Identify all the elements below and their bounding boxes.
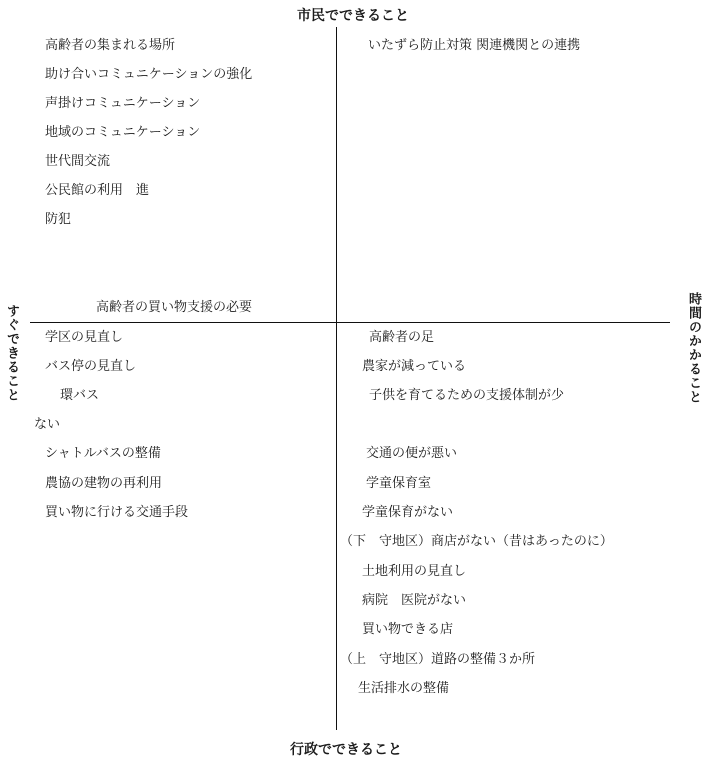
axis-label-top: 市民でできること bbox=[297, 8, 409, 24]
quadrant-bottom-right-item: 土地利用の見直し bbox=[362, 564, 467, 579]
axis-label-bottom: 行政でできること bbox=[290, 742, 402, 758]
quadrant-top-left-item: 声掛けコミュニケーション bbox=[45, 96, 201, 111]
vertical-axis bbox=[336, 27, 337, 730]
quadrant-bottom-right-item: 農家が減っている bbox=[362, 359, 467, 374]
quadrant-top-left-item: 公民館の利用 進 bbox=[45, 183, 150, 198]
quadrant-bottom-right-item: （上 守地区）道路の整備３か所 bbox=[340, 652, 536, 667]
quadrant-bottom-left-item: バス停の見直し bbox=[45, 359, 137, 374]
quadrant-bottom-right-item: 病院 医院がない bbox=[362, 593, 467, 608]
axis-label-right: 時間のかかること bbox=[686, 292, 701, 404]
quadrant-top-left-item: 地域のコミュニケーション bbox=[45, 125, 201, 140]
quadrant-bottom-right-item: 交通の便が悪い bbox=[366, 446, 458, 461]
quadrant-bottom-right-item: 買い物できる店 bbox=[362, 622, 454, 637]
quadrant-bottom-left-item: 農協の建物の再利用 bbox=[45, 476, 163, 491]
quadrant-bottom-left-item: ない bbox=[34, 417, 61, 432]
quadrant-top-left-item: 世代間交流 bbox=[45, 154, 111, 169]
axis-label-left: すぐできること bbox=[4, 304, 19, 402]
quadrant-bottom-left-item: 買い物に行ける交通手段 bbox=[45, 505, 189, 520]
quadrant-bottom-right-item: 学童保育がない bbox=[362, 505, 454, 520]
horizontal-axis bbox=[30, 322, 670, 323]
quadrant-bottom-left-item: 学区の見直し bbox=[45, 330, 124, 345]
quadrant-top-left-item: 高齢者の買い物支援の必要 bbox=[96, 300, 253, 315]
quadrant-bottom-left-item: シャトルバスの整備 bbox=[45, 446, 161, 461]
quadrant-top-left-item: 助け合いコミュニケーションの強化 bbox=[45, 67, 253, 82]
quadrant-bottom-left-item: 環バス bbox=[60, 388, 100, 403]
quadrant-bottom-right-item: （下 守地区）商店がない（昔はあったのに） bbox=[340, 534, 613, 549]
quadrant-top-left-item: 防犯 bbox=[45, 212, 72, 227]
quadrant-bottom-right-item: 高齢者の足 bbox=[369, 330, 435, 345]
quadrant-top-left-item: 高齢者の集まれる場所 bbox=[45, 38, 176, 53]
quadrant-bottom-right-item: 子供を育てるための支援体制が少 bbox=[369, 388, 565, 403]
quadrant-bottom-right-item: 生活排水の整備 bbox=[358, 681, 450, 696]
quadrant-top-right-item: いたずら防止対策 関連機関との連携 bbox=[368, 38, 581, 53]
quadrant-bottom-right-item: 学童保育室 bbox=[366, 476, 432, 491]
